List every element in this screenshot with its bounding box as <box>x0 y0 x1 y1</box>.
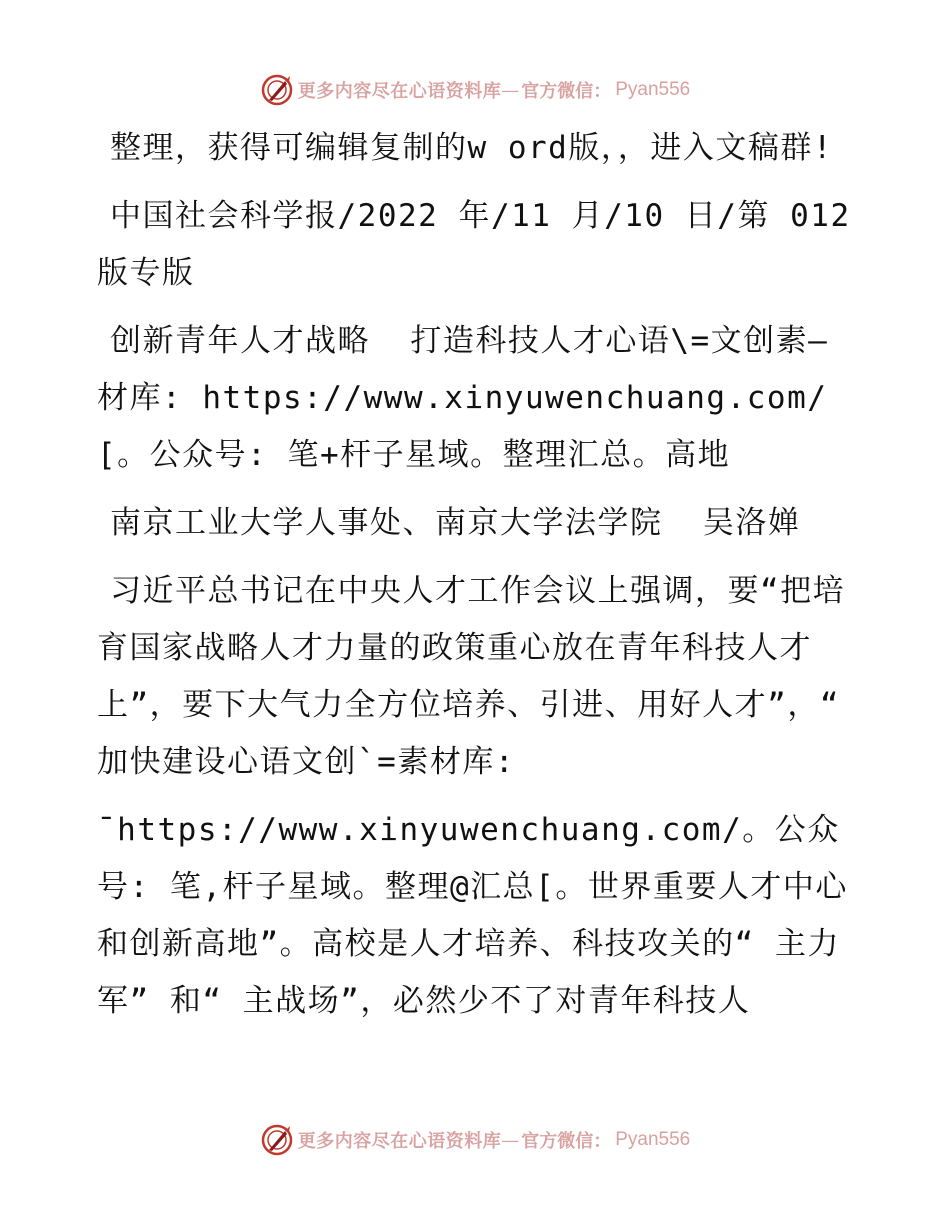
paragraph-source: 中国社会科学报/2022 年/11 月/10 日/第 012 版专版 <box>97 198 871 291</box>
quill-logo-icon <box>260 73 294 107</box>
watermark-main-text: 更多内容尽在心语资料库 <box>297 1131 502 1152</box>
watermark-wechat-id: Pyan556 <box>615 79 691 100</box>
watermark-separator: — <box>501 1129 520 1151</box>
watermark-wechat-label: 官方微信： <box>521 81 612 102</box>
watermark-main-text: 更多内容尽在心语资料库 <box>297 81 502 102</box>
watermark-header <box>0 70 950 110</box>
paragraph-title: 创新青年人才战略 打造科技人才心语\=文创素—材库: https://www.xinyuwenchuang.com/[。公众号: 笔+杆子星域。整理汇总。高地 <box>97 323 829 473</box>
paragraph-body-1: 习近平总书记在中央人才工作会议上强调，要“把培育国家战略人才力量的政策重心放在青年科技人才上”，要下大气力全方位培养、引进、用好人才”，“ 加快建设心语文创`=素材库: <box>97 573 861 780</box>
quill-logo-icon <box>260 1123 294 1157</box>
paragraph-author: 南京工业大学人事处、南京大学法学院 吴洛婵 <box>110 505 801 541</box>
watermark-separator: — <box>501 79 520 101</box>
document-body <box>97 120 871 1041</box>
paragraph-intro: 整理，获得可编辑复制的w ord版，，进入文稿群! <box>110 130 833 166</box>
watermark-footer <box>0 1120 950 1160</box>
watermark-wechat-label: 官方微信： <box>521 1131 612 1152</box>
watermark-wechat-id: Pyan556 <box>615 1129 691 1150</box>
paragraph-body-2: ¯https://www.xinyuwenchuang.com/。公众号: 笔,杆子星域。整理@汇总[。世界重要人才中心和创新高地”。高校是人才培养、科技攻关的“ 主力军” 和“ 主战场”，必然少不了对青年科技人 <box>97 812 848 1019</box>
